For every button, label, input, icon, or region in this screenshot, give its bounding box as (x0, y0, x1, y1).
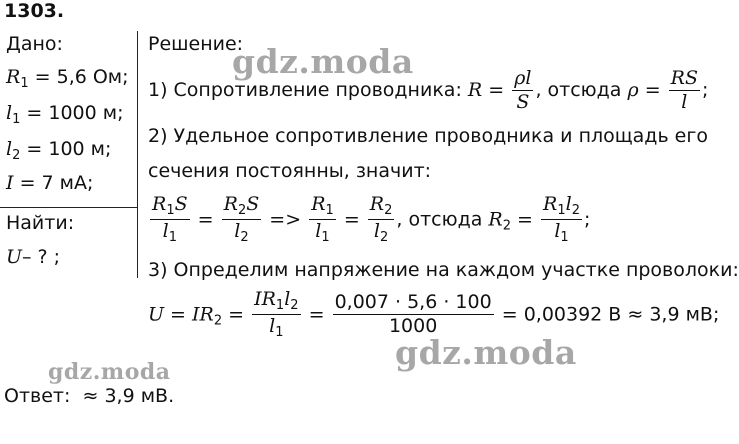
watermark-small: gdz.moda (48, 359, 171, 385)
solution-step2-line2: сечения постоянны, значит: (148, 160, 432, 182)
find-title: Найти: (6, 212, 75, 234)
given-l2: $l_2 = 100$ м; (6, 138, 112, 163)
divider-horizontal (0, 207, 137, 208)
given-current: I = 7 мА; (6, 172, 94, 194)
answer: Ответ: ≈ 3,9 мВ. (4, 385, 175, 407)
given-title: Дано: (6, 33, 63, 55)
given-r1: $R_1 = 5,6$ Ом; (6, 66, 129, 91)
solution-step3-formula: $U = IR_2$ = $\frac{IR_1l_2}{l_1}$ = $\frac{0,007 \cdot 5,6 \cdot 100}{1000}$ = 0,00392 В ≈ 3,9 мВ; (148, 288, 720, 341)
find-voltage: U– ? ; (6, 246, 61, 268)
solution-step2-formula: $\frac{R_1S}{l_1}$ = $\frac{R_2S}{l_2}$ => $\frac{R_1}{l_1}$ = $\frac{R_2}{l_2}$ , отсюда $R_2$ = $\frac{R_1l_2}{l_1}$ ; (152, 193, 591, 246)
problem-number: 1303. (4, 0, 65, 22)
watermark-top: gdz.moda (232, 42, 414, 81)
solution-step1: 1) Сопротивление проводника: R = $\frac{\rho l}{S}$ , отсюда ρ = $\frac{RS}{l}$ ; (148, 67, 709, 113)
solution-step2-line1: 2) Удельное сопротивление проводника и площадь его (148, 125, 708, 147)
solution-title: Решение: (148, 33, 244, 55)
watermark-bottom: gdz.moda (395, 333, 577, 372)
divider-vertical (137, 31, 138, 278)
given-l1: $l_1 = 1000$ м; (6, 102, 124, 127)
solution-step3: 3) Определим напряжение на каждом участке проволоки: (148, 259, 739, 281)
